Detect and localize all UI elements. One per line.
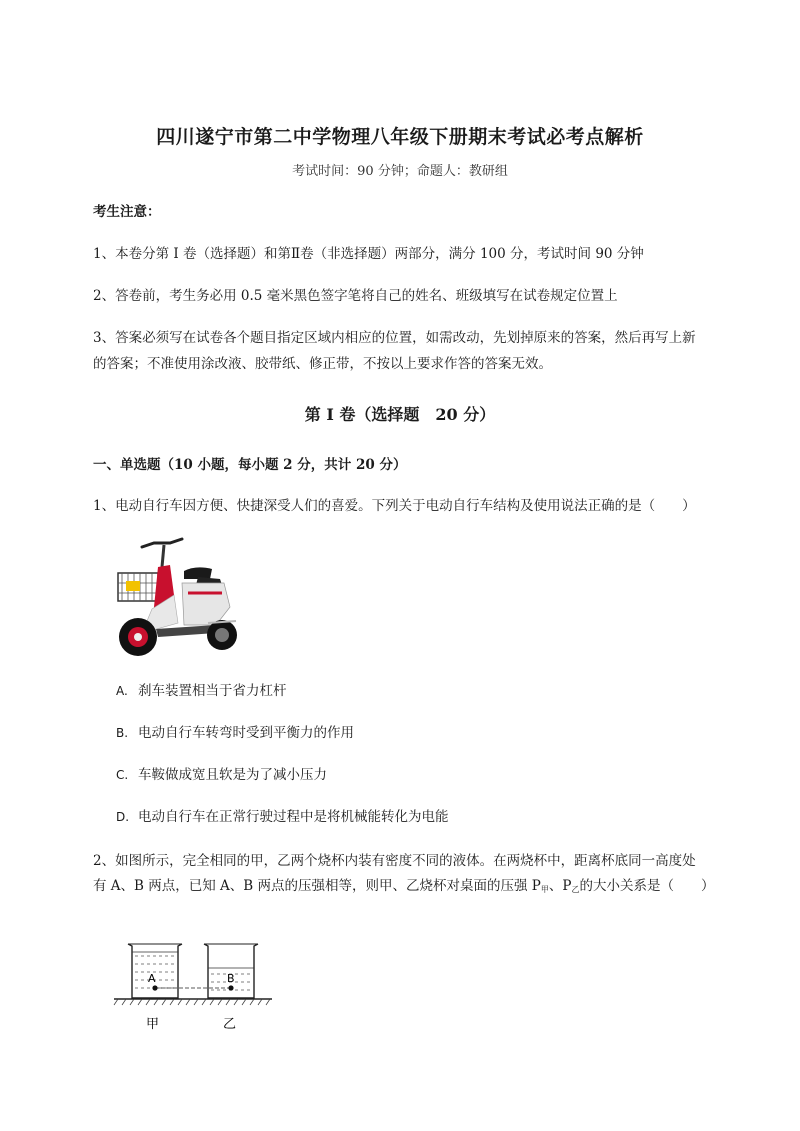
question-1-option-c: [116, 765, 327, 785]
notice-item-3-line1: 3、答案必须写在试卷各个题目指定区域内相应的位置，如需改动，先划掉原来的答案，然后再写上新: [93, 330, 696, 346]
option-text: 电动自行车转弯时受到平衡力的作用: [138, 725, 354, 741]
option-text: 车鞍做成宽且软是为了减小压力: [138, 767, 327, 783]
option-key: D.: [116, 810, 130, 824]
question-1-stem: 1、电动自行车因方便、快捷深受人们的喜爱。下列关于电动自行车结构及使用说法正确的是（ ）: [93, 498, 696, 514]
option-key: C.: [116, 768, 129, 782]
option-key: A.: [116, 684, 128, 698]
option-text: 刹车装置相当于省力杠杆: [138, 683, 287, 699]
subscript-yi: 乙: [571, 885, 580, 894]
question-1-option-d: [116, 807, 449, 827]
option-key: B.: [116, 726, 129, 740]
question-2-stem-line1: 2、如图所示，完全相同的甲，乙两个烧杯内装有密度不同的液体。在两烧杯中，距离杯底同一高度处: [93, 853, 696, 869]
scooter-image: [112, 537, 242, 659]
question-1-option-a: [116, 681, 287, 701]
beaker-yi-label: 乙: [223, 1017, 237, 1032]
notice-heading: 考生注意：: [93, 204, 161, 220]
question-2-stem-line2: [93, 874, 753, 902]
section-title: 第 I 卷（选择题 20 分）: [304, 405, 496, 424]
option-text: 电动自行车在正常行驶过程中是将机械能转化为电能: [138, 809, 449, 825]
beakers-figure: [112, 936, 282, 1036]
stem-text: 有 A、B 两点，已知 A、B 两点的压强相等，则甲、乙烧杯对桌面的压强 P: [93, 878, 541, 894]
stem-text: 、P: [548, 878, 572, 894]
question-1-option-b: [116, 723, 354, 743]
notice-item-2: 2、答卷前，考生务必用 0.5 毫米黑色签字笔将自己的姓名、班级填写在试卷规定位置上: [93, 288, 618, 304]
point-a-label: A: [148, 972, 156, 985]
point-b-label: B: [227, 972, 235, 985]
notice-item-1: 1、本卷分第 I 卷（选择题）和第Ⅱ卷（非选择题）两部分，满分 100 分，考试时间 90 分钟: [93, 246, 644, 262]
notice-item-3-line2: 的答案；不准使用涂改液、胶带纸、修正带，不按以上要求作答的答案无效。: [93, 356, 552, 372]
beaker-jia-label: 甲: [146, 1017, 160, 1032]
part-heading: 一、单选题（10 小题，每小题 2 分，共计 20 分）: [93, 457, 407, 473]
page-subtitle: 考试时间：90 分钟；命题人：教研组: [292, 164, 508, 179]
page-title: 四川遂宁市第二中学物理八年级下册期末考试必考点解析: [156, 126, 644, 148]
stem-text: 的大小关系是（ ）: [579, 878, 715, 894]
subscript-jia: 甲: [540, 885, 549, 894]
